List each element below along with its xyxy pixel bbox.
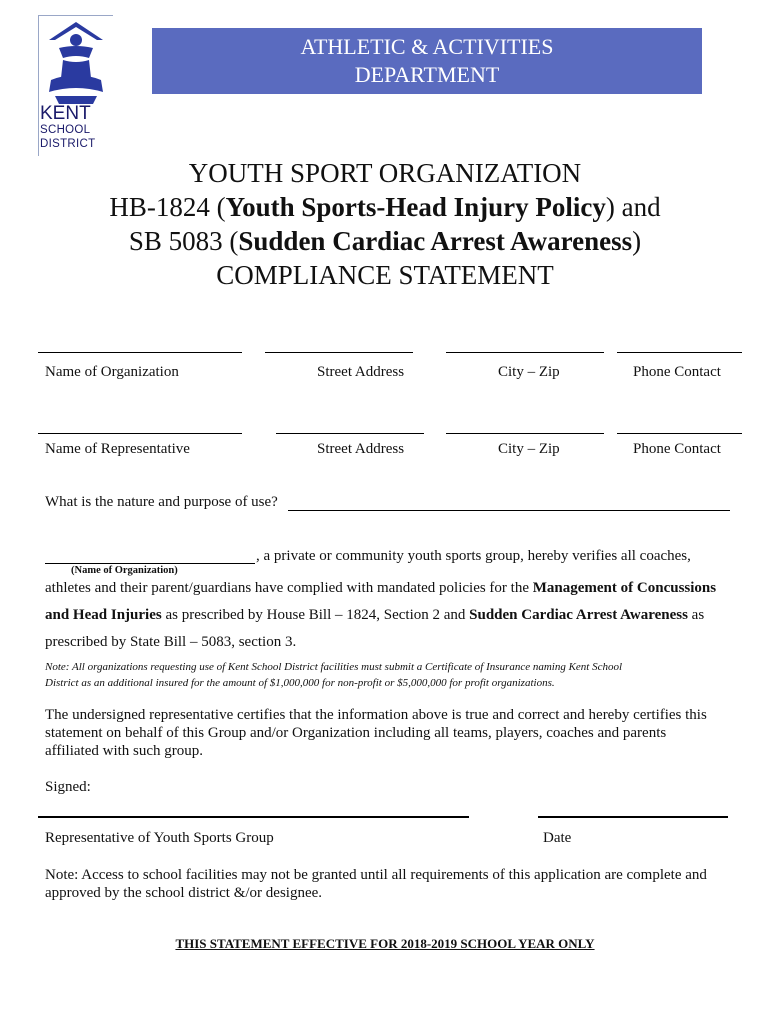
verify-line2: [45, 579, 716, 598]
verify-line3: [45, 606, 704, 625]
date-label: Date: [543, 830, 572, 846]
org-name-field[interactable]: [38, 352, 242, 353]
org-name-blank[interactable]: [45, 563, 255, 564]
city-zip-field-2[interactable]: [446, 433, 604, 434]
banner-line2: DEPARTMENT: [354, 62, 500, 87]
department-banner: [152, 28, 702, 94]
street-address-field-2[interactable]: [276, 433, 424, 434]
city-zip-label-2: City – Zip: [498, 441, 560, 457]
logo-emblem-icon: [41, 18, 111, 108]
title-line2-post: ) and: [605, 192, 661, 222]
title-line2-bold: Youth Sports-Head Injury Policy: [225, 192, 606, 222]
signature-field[interactable]: [38, 816, 469, 818]
verify-line2-bold: Management of Concussions: [532, 580, 717, 596]
title-line2: [40, 190, 730, 224]
phone-contact-field-1[interactable]: [617, 352, 742, 353]
rep-name-field[interactable]: [38, 433, 242, 434]
signature-label: Representative of Youth Sports Group: [45, 830, 274, 846]
org-name-label: Name of Organization: [45, 364, 179, 380]
title-line3-pre: SB 5083 (: [128, 226, 239, 256]
banner-line1: ATHLETIC & ACTIVITIES: [300, 34, 554, 59]
street-address-field-1[interactable]: [265, 352, 413, 353]
phone-contact-label-1: Phone Contact: [633, 364, 721, 380]
title-line2-pre: HB-1824 (: [109, 192, 226, 222]
street-address-label-1: Street Address: [317, 364, 405, 380]
verify-line3-bold2: Sudden Cardiac Arrest Awareness: [469, 607, 688, 623]
verify-line4: prescribed by State Bill – 5083, section 3.: [45, 634, 297, 650]
verify-line1: , a private or community youth sports group, hereby verifies all coaches,: [256, 548, 691, 564]
certify-line2: statement on behalf of this Group and/or Organization including all teams, players, coaches and parents: [45, 725, 667, 741]
title-line3-bold: Sudden Cardiac Arrest Awareness: [238, 226, 633, 256]
logo-line2: SCHOOL: [40, 124, 91, 136]
verify-line3-post: as: [687, 607, 705, 623]
rep-name-label: Name of Representative: [45, 441, 190, 457]
title-line1: YOUTH SPORT ORGANIZATION: [188, 158, 582, 188]
verify-line2-pre: athletes and their parent/guardians have complied with mandated policies for the: [45, 580, 533, 596]
city-zip-field-1[interactable]: [446, 352, 604, 353]
insurance-note-line2: District as an additional insured for the amount of $1,000,000 for non-profit or $5,000,000 for profit organizations.: [45, 677, 555, 689]
logo-name: KENT: [40, 103, 91, 124]
city-zip-label-1: City – Zip: [498, 364, 560, 380]
insurance-note-line1: Note: All organizations requesting use of Kent School District facilities must submit a Certificate of Insurance naming Kent School: [45, 661, 623, 673]
title-line3: [40, 224, 730, 258]
purpose-question: What is the nature and purpose of use?: [45, 494, 278, 510]
verify-line3-mid: as prescribed by House Bill – 1824, Section 2 and: [161, 607, 470, 623]
document-title: [40, 156, 730, 292]
phone-contact-field-2[interactable]: [617, 433, 742, 434]
street-address-label-2: Street Address: [317, 441, 405, 457]
org-name-blank-label: (Name of Organization): [71, 565, 178, 576]
certify-line3: affiliated with such group.: [45, 743, 204, 759]
access-note-line2: approved by the school district &/or designee.: [45, 885, 323, 901]
access-note-line1: Note: Access to school facilities may not be granted until all requirements of this application are complete and: [45, 867, 707, 883]
effective-statement: THIS STATEMENT EFFECTIVE FOR 2018-2019 SCHOOL YEAR ONLY: [175, 936, 595, 951]
verify-line3-bold1: and Head Injuries: [45, 607, 162, 623]
logo-line3: DISTRICT: [40, 138, 96, 150]
date-field[interactable]: [538, 816, 728, 818]
purpose-field[interactable]: [288, 510, 730, 511]
signed-label: Signed:: [45, 779, 91, 795]
title-line4: COMPLIANCE STATEMENT: [216, 260, 554, 290]
phone-contact-label-2: Phone Contact: [633, 441, 721, 457]
certify-line1: The undersigned representative certifies that the information above is true and correct and hereby certifies this: [45, 707, 707, 723]
title-line3-post: ): [632, 226, 642, 256]
